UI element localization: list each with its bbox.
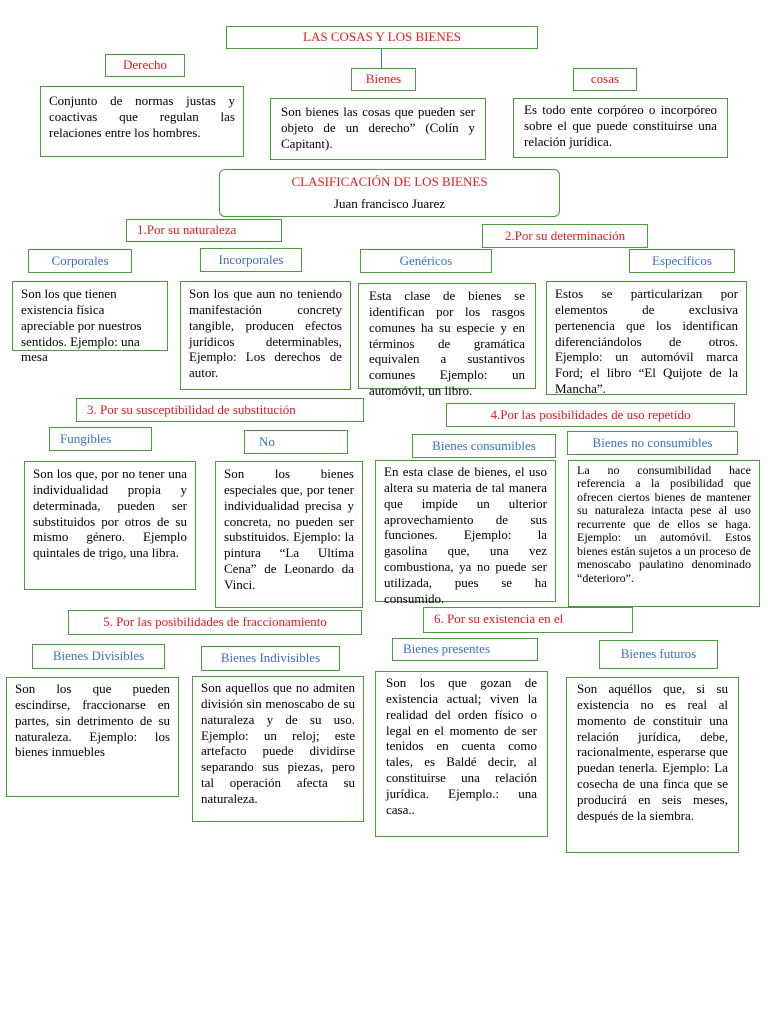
section-4-title-box — [446, 403, 735, 427]
divisibles-definition — [6, 677, 179, 797]
bienes-label: Bienes — [365, 71, 402, 87]
derecho-definition-text: Conjunto de normas justas y coactivas que regulan las relaciones entre los hombres. — [49, 93, 235, 140]
section-5-title: 5. Por las posibilidades de fraccionamiento — [103, 614, 327, 630]
corporales-definition — [12, 281, 168, 365]
section-5-title-box — [68, 610, 362, 635]
no-consumibles-definition — [568, 460, 760, 607]
section-3-title: 3. Por su susceptibilidad de substitución — [87, 401, 296, 417]
no-consumibles-label: Bienes no consumibles — [592, 434, 713, 450]
title-connector-line — [381, 48, 382, 70]
corporales-definition-text: Son los que tienen existencia física apreciable por nuestros sentidos. Ejemplo: una mesa — [21, 286, 142, 365]
divisibles-label: Bienes Divisibles — [52, 648, 145, 664]
futuros-definition-text: Son aquéllos que, si su existencia no es real al momento de constituir una relación jurídica, debe, racionalmente, esperarse que puedan tenerla. Ejemplo: La cosecha de una finca que se producirá en seis meses, después de la siembra. — [577, 681, 728, 823]
genericos-definition — [358, 283, 536, 399]
bienes-definition-text: Son bienes las cosas que pueden ser objeto de un derecho” (Colín y Capitant). — [281, 104, 475, 151]
no-consumibles-definition-text: La no consumibilidad hace referencia a la posibilidad que ofrecen ciertos bienes de mantener su naturaleza intacta pese al uso recurrente que de ellos se haga. Ejemplo: un automóvil. Estos bienes están sujetos a un proceso de menoscabo paulatino denominado “deterioro”. — [577, 463, 751, 585]
presentes-label: Bienes presentes — [403, 641, 491, 657]
section-4-title: 4.Por las posibilidades de uso repetido — [490, 406, 691, 422]
indivisibles-label: Bienes Indivisibles — [220, 650, 321, 666]
corporales-label-box — [28, 249, 132, 273]
no-fungibles-definition-text: Son los bienes especiales que, por tener individualidad precisa y concreta, no pueden ser substituidos. Ejemplo: la pintura “La Ultima Cena” de Leonardo da Vinci. — [224, 466, 354, 593]
derecho-label: Derecho — [122, 57, 168, 73]
classification-author: Juan francisco Juarez — [333, 196, 446, 211]
genericos-label: Genéricos — [399, 252, 453, 268]
consumibles-definition-text: En esta clase de bienes, el uso altera su materia de tal manera que impide un ulterior aprovechamiento de sus funciones. Ejemplo: la gasolina que, una vez combustiona, ya no puede ser utilizada, pues se ha consumido. — [384, 464, 547, 606]
main-title-box — [226, 26, 538, 49]
fungibles-label: Fungibles — [60, 430, 112, 446]
section-6-title-box — [423, 607, 633, 633]
incorporales-label: Incorporales — [218, 251, 284, 267]
consumibles-label: Bienes consumibles — [432, 437, 536, 453]
section-2-title: 2.Por su determinación — [504, 227, 626, 243]
fungibles-label-box — [49, 427, 152, 451]
derecho-label-box — [105, 54, 185, 77]
indivisibles-definition — [192, 676, 364, 822]
divisibles-label-box — [32, 644, 165, 669]
bienes-label-box — [351, 68, 416, 91]
section-1-title-box — [126, 219, 282, 242]
especificos-label: Específicos — [652, 252, 712, 268]
indivisibles-definition-text: Son aquellos que no admiten división sin menoscabo de su naturaleza y de su uso. Ejemplo: un reloj; este artefacto puede dividirse separando sus piezas, pero tal operación afecta su naturaleza. — [201, 680, 355, 807]
bienes-definition — [270, 98, 486, 160]
presentes-definition-text: Son los que gozan de existencia actual; viven la realidad del orden físico o legal en el momento de ser tenidos en cuenta como tales, es Baldé decir, al constituirse una relación jurídica. Ejemplo.: una casa.. — [386, 675, 537, 817]
fungibles-definition — [24, 461, 196, 590]
incorporales-definition-text: Son los que aun no teniendo manifestación concrety tangible, producen efectos jurídicos determinables, Ejemplo: Los derechos de autor. — [189, 286, 342, 381]
consumibles-label-box — [412, 434, 556, 458]
presentes-label-box — [392, 638, 538, 661]
presentes-definition — [375, 671, 548, 837]
classification-title: CLASIFICACIÓN DE LOS BIENES — [291, 173, 488, 189]
incorporales-label-box — [200, 248, 302, 272]
cosas-label: cosas — [590, 71, 620, 87]
futuros-label: Bienes futuros — [620, 646, 697, 662]
derecho-definition — [40, 86, 244, 157]
genericos-definition-text: Esta clase de bienes se identifican por los rasgos comunes ha su especie y en términos de gramática equivalen a sustantivos comunes Ejemplo: un automóvil, un libro. — [369, 288, 525, 399]
no-fungibles-definition — [215, 461, 363, 608]
indivisibles-label-box — [201, 646, 340, 671]
futuros-definition — [566, 677, 739, 853]
corporales-label: Corporales — [51, 252, 109, 268]
no-fungibles-label-box — [244, 430, 348, 454]
cosas-label-box — [573, 68, 637, 91]
especificos-label-box — [629, 249, 735, 273]
cosas-definition-text: Es todo ente corpóreo o incorpóreo sobre el que puede constituirse una relación jurídica. — [524, 102, 717, 149]
main-title: LAS COSAS Y LOS BIENES — [303, 29, 461, 45]
cosas-definition — [513, 98, 728, 158]
especificos-definition — [546, 281, 747, 395]
fungibles-definition-text: Son los que, por no tener una individualidad propia y determinada, pueden ser substituidos por otros de su mismo género. Ejemplo quintales de trigo, una libra. — [33, 466, 187, 561]
divisibles-definition-text: Son los que pueden escindirse, fraccionarse en partes, sin detrimento de su naturaleza. Ejemplo: los bienes inmuebles — [15, 681, 170, 760]
consumibles-definition — [375, 460, 556, 606]
section-2-title-box — [482, 224, 648, 248]
genericos-label-box — [360, 249, 492, 273]
incorporales-definition — [180, 281, 351, 390]
no-fungibles-label: No — [259, 433, 275, 449]
futuros-label-box — [599, 640, 718, 669]
section-1-title: 1.Por su naturaleza — [137, 222, 237, 238]
especificos-definition-text: Estos se particularizan por elementos de exclusiva pertenencia que los identifican diferenciándolos de otros. Ejemplo: un automóvil marca Ford; el libro “El Quijote de la Mancha”. — [555, 286, 738, 397]
no-consumibles-label-box — [567, 431, 738, 455]
classification-box — [219, 169, 560, 217]
section-3-title-box — [76, 398, 364, 422]
section-6-title: 6. Por su existencia en el — [434, 611, 564, 626]
